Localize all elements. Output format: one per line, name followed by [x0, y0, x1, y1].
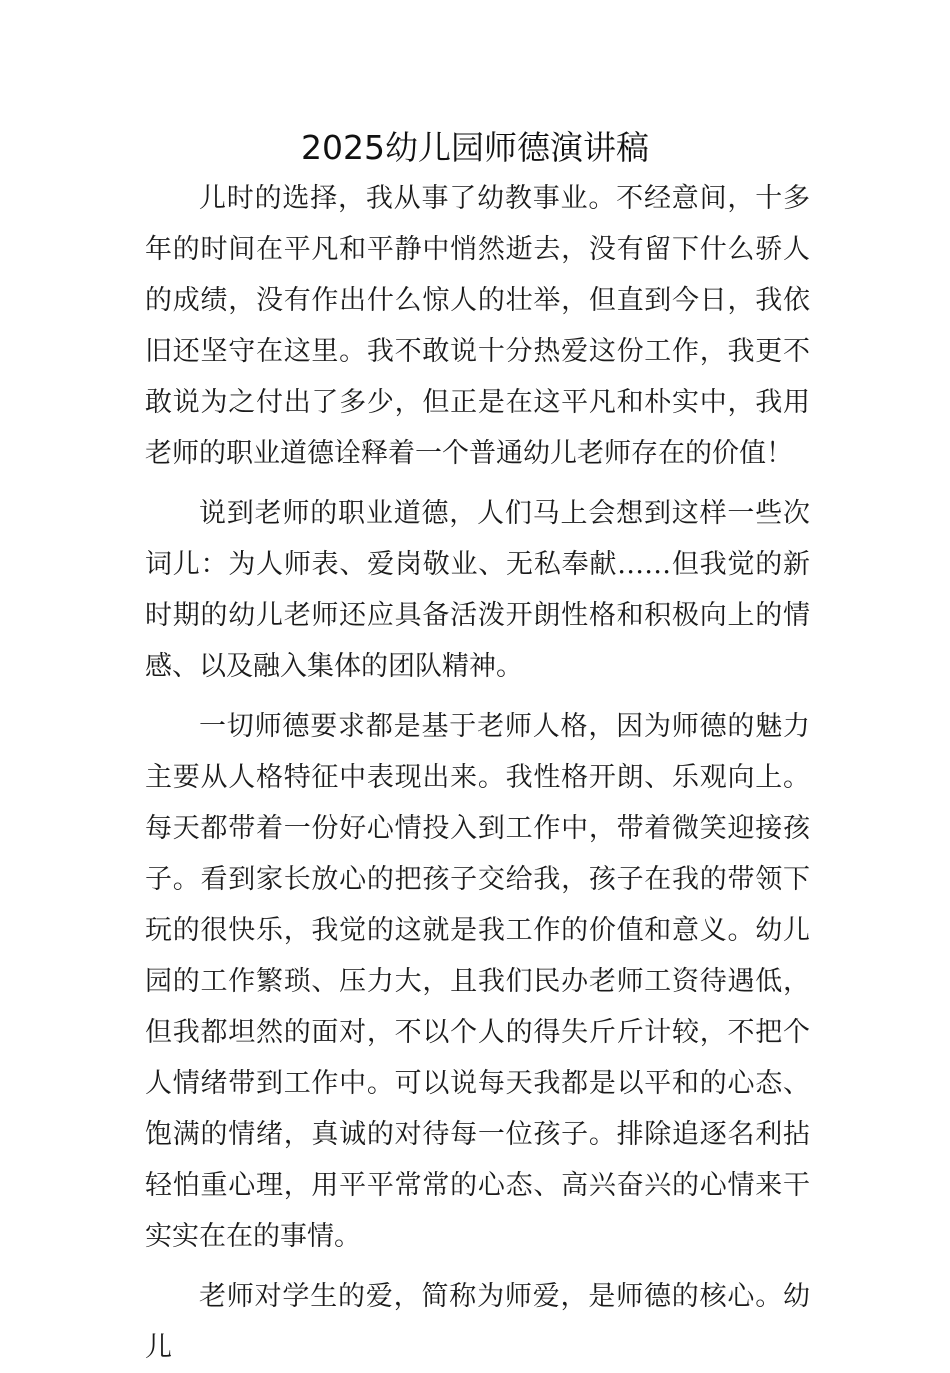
paragraph-2: 说到老师的职业道德，人们马上会想到这样一些次词儿：为人师表、爱岗敬业、无私奉献……但我觉的新时期的幼儿老师还应具备活泼开朗性格和积极向上的情感、以及融入集体的团队精神。 [145, 498, 810, 682]
paragraph-3: 一切师德要求都是基于老师人格，因为师德的魅力主要从人格特征中表现出来。我性格开朗、乐观向上。每天都带着一份好心情投入到工作中，带着微笑迎接孩子。看到家长放心的把孩子交给我，孩子在我的带领下玩的很快乐，我觉的这就是我工作的价值和意义。幼儿园的工作繁琐、压力大，且我们民办老师工资待遇低，但我都坦然的面对，不以个人的得失斤斤计较，不把个人情绪带到工作中。可以说每天我都是以平和的心态、饱满的情绪，真诚的对待每一位孩子。排除追逐名利拈轻怕重心理，用平平常常的心态、高兴奋兴的心情来干实实在在的事情。 [145, 711, 810, 1252]
document-body [145, 173, 810, 1373]
paragraph-4: 老师对学生的爱，简称为师爱，是师德的核心。幼儿 [145, 1281, 810, 1363]
document-title: 2025幼儿园师德演讲稿 [301, 128, 649, 167]
paragraph-1: 儿时的选择，我从事了幼教事业。不经意间，十多年的时间在平凡和平静中悄然逝去，没有留下什么骄人的成绩，没有作出什么惊人的壮举，但直到今日，我依旧还坚守在这里。我不敢说十分热爱这份工作，我更不敢说为之付出了多少，但正是在这平凡和朴实中，我用老师的职业道德诠释着一个普通幼儿老师存在的价值！ [145, 183, 810, 469]
